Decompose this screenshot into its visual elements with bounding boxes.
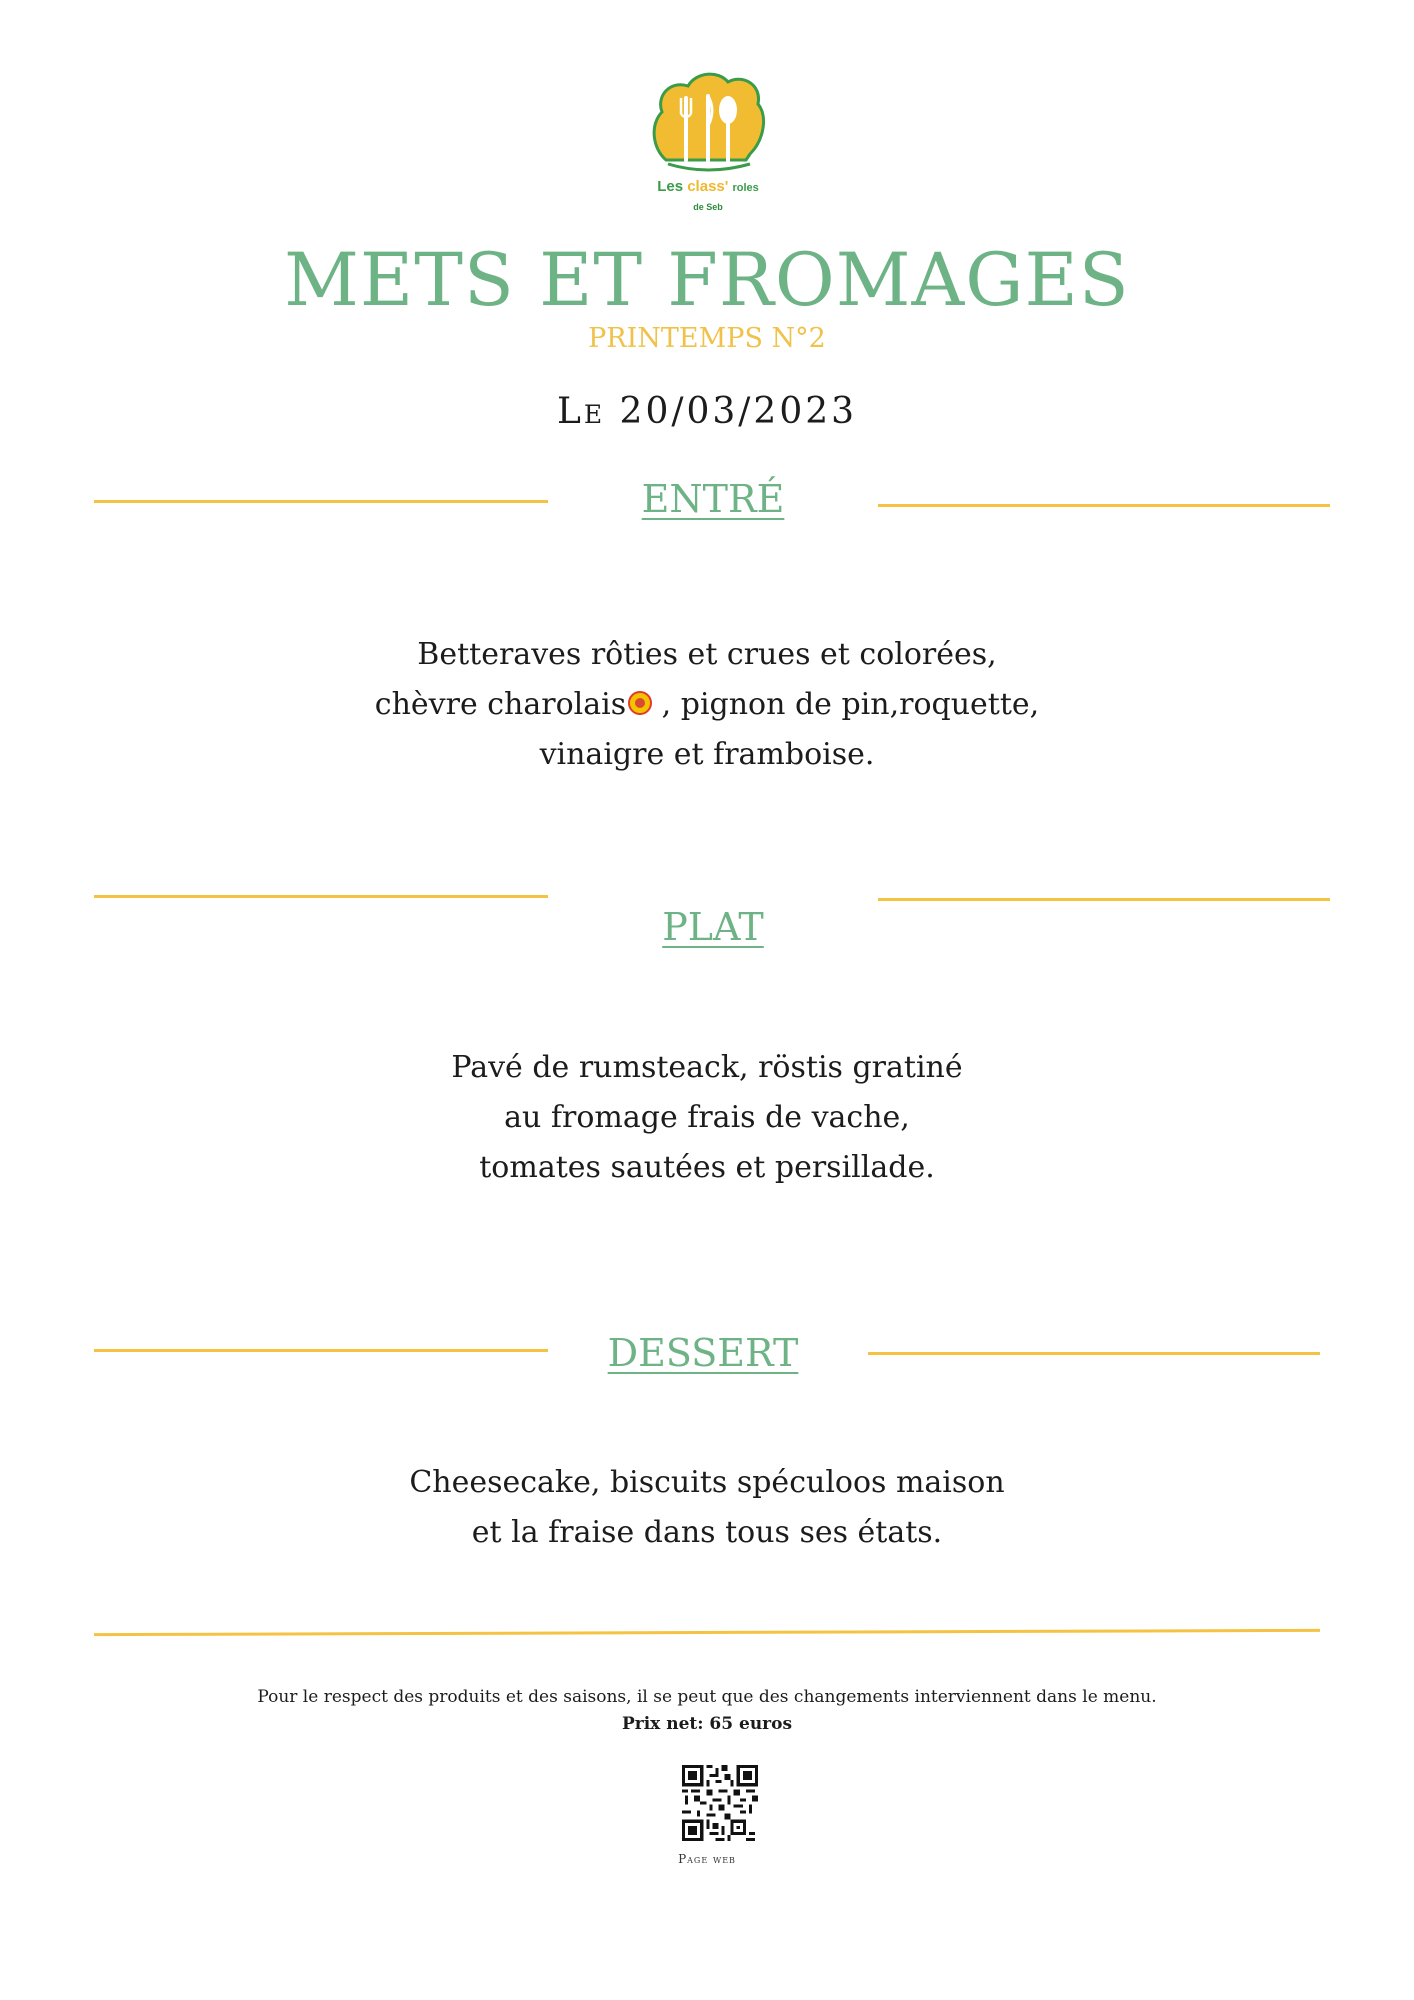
chef-hat-cutlery-icon <box>646 68 770 176</box>
divider-line <box>94 500 548 503</box>
qr-label: Page web <box>678 1852 736 1866</box>
section-title-plat: PLAT <box>662 905 764 949</box>
logo-subtext: de Seb <box>693 202 723 212</box>
menu-date: Le 20/03/2023 <box>556 391 858 432</box>
dish-line: Cheesecake, biscuits spéculoos maison <box>409 1465 1005 1500</box>
qr-code-icon[interactable] <box>682 1765 758 1841</box>
dish-line: au fromage frais de vache, <box>504 1100 910 1135</box>
section-title-entree: ENTRÉ <box>641 477 785 521</box>
dish-line: Pavé de rumsteack, röstis gratiné <box>451 1050 963 1085</box>
footer-note: Pour le respect des produits et des saisons, il se peut que des changements interviennent dans le menu. <box>257 1687 1157 1707</box>
divider-line <box>878 898 1330 901</box>
divider-line <box>868 1352 1320 1355</box>
dish-line: vinaigre et framboise. <box>539 737 875 772</box>
dish-plat <box>0 1043 1414 1193</box>
divider-line <box>878 504 1330 507</box>
dish-line: chèvre charolais , pignon de pin,roquette, <box>374 687 1040 722</box>
price-text: Prix net: 65 euros <box>621 1714 793 1734</box>
dish-entree <box>0 630 1414 780</box>
divider-line <box>94 1629 1320 1636</box>
dish-line: tomates sautées et persillade. <box>479 1150 935 1185</box>
dish-line: et la fraise dans tous ses états. <box>471 1515 943 1550</box>
menu-subtitle: PRINTEMPS N°2 <box>588 323 826 354</box>
restaurant-logo <box>646 68 770 218</box>
dish-line: Betteraves rôties et crues et colorées, <box>417 637 997 672</box>
aop-label-icon <box>628 691 652 715</box>
logo-brand-text: Les class' roles <box>657 178 759 195</box>
divider-line <box>94 1349 548 1352</box>
section-title-dessert: DESSERT <box>607 1331 799 1375</box>
dish-dessert <box>0 1458 1414 1558</box>
divider-line <box>94 895 548 898</box>
menu-title: METS ET FROMAGES <box>284 238 1130 323</box>
